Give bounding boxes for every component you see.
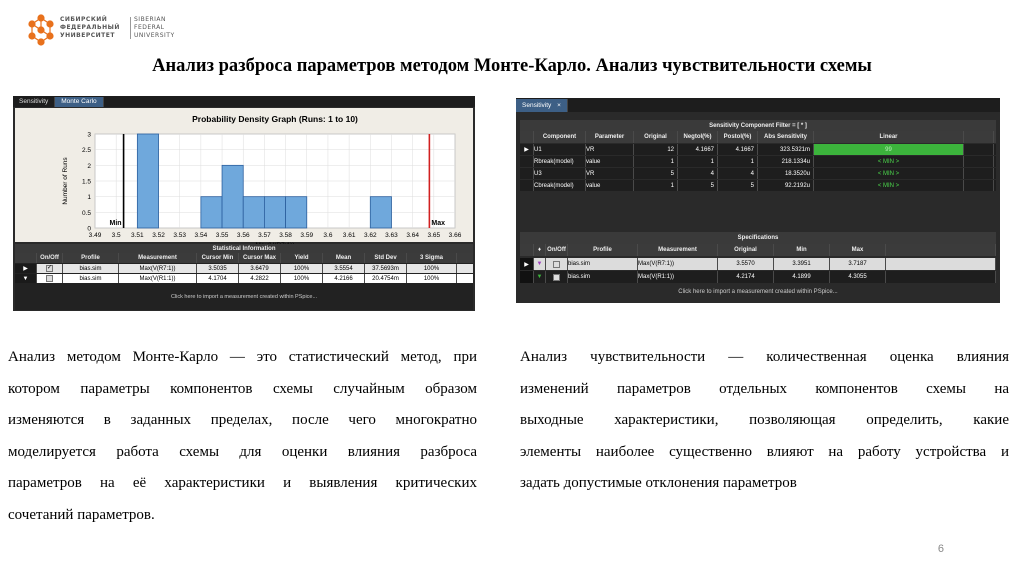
enable-checkbox[interactable] [46,275,53,282]
table-cell: 20.4754m [365,274,407,283]
histogram-bar [137,134,158,228]
linear-bar: 99 [814,144,964,155]
table-cell: U3 [534,168,586,179]
logo-divider [130,17,131,39]
column-header: Std Dev [365,253,407,263]
x-tick-label: 3.58 [279,232,292,239]
table-cell: 18.3520u [758,168,814,179]
x-tick-label: 3.52 [152,232,165,239]
column-header: Cursor Max [239,253,281,263]
slide-title: Анализ разброса параметров методом Монте-Карло. Анализ чувствительности схемы [152,56,872,76]
text-line: параметров на её характеристики и выявления критических [8,475,477,491]
table-cell [964,156,994,167]
sensitivity-tab-bar [516,98,1000,112]
table-cell: Max(V(R7:1)) [119,264,197,273]
x-tick-label: 3.54 [194,232,208,239]
table-cell [964,168,994,179]
column-header [520,131,534,143]
table-cell: 100% [407,274,457,283]
tab-sensitivity-active[interactable]: Sensitivity × [516,99,568,112]
cursor-max-label: Max [431,220,446,227]
enable-checkbox[interactable]: ✓ [47,265,53,271]
table-cell: 3.5554 [323,264,365,273]
university-logo [26,14,175,48]
histogram-bar [370,197,391,228]
enable-checkbox[interactable] [553,274,560,281]
diamond-icon: ♦ [534,244,546,256]
text-line: изменяются в заданных пределах, после чего многократно [8,412,477,428]
x-tick-label: 3.57 [258,232,271,239]
table-cell: 3.5570 [718,258,774,270]
column-header: Negtol(%) [678,131,718,143]
table-cell: bias.sim [63,264,119,273]
table-cell: 4.1704 [197,274,239,283]
sensitivity-window [516,98,1000,303]
sensitivity-filter-title: Sensitivity Component Filter = [ * ] [520,120,996,131]
table-cell: 1 [634,180,678,191]
histogram-bar [201,197,222,228]
table-cell: bias.sim [63,274,119,283]
cursor-min-label: Min [109,220,122,227]
table-cell: value [586,156,634,167]
table-cell: 3.5035 [197,264,239,273]
probability-density-plot [15,108,473,242]
table-cell: 5 [634,168,678,179]
x-tick-label: 3.61 [342,232,356,239]
enable-checkbox[interactable] [553,261,560,268]
table-cell [964,144,994,155]
table-cell: Cbreak(model) [534,180,586,191]
specifications-table [520,232,996,302]
import-measurement-hint-spec[interactable]: Click here to import a measurement created within PSpice... [678,289,838,295]
specifications-title: Specifications [520,232,996,244]
monte-carlo-window [13,96,475,311]
table-cell: 4.2822 [239,274,281,283]
text-line: элементы наиболее существенно влияют на работу устройства и [520,443,1009,460]
column-header [964,131,994,143]
table-row[interactable] [520,180,996,191]
linear-min-label: < MIN > [814,180,964,191]
logo-ru-text: СИБИРСКИЙ ФЕДЕРАЛЬНЫЙ УНИВЕРСИТЕТ [60,16,120,39]
histogram-bar [222,165,243,228]
column-header: Yield [281,253,323,263]
table-row[interactable] [15,264,473,273]
linear-min-label: < MIN > [814,156,964,167]
text-line: Анализ методом Монте-Карло — это статистический метод, при [8,349,477,365]
measurement-filter-icon: ▼ [534,258,546,270]
x-tick-label: 3.62 [363,232,377,239]
column-header: Parameter [586,131,634,143]
column-header: Profile [63,253,119,263]
column-header: Original [634,131,678,143]
text-line: выходные характеристики, позволяющая определить, какие [520,412,1009,428]
column-header [15,253,37,263]
column-header: Abs Sensitivity [758,131,814,143]
table-cell: 4.2166 [323,274,365,283]
table-cell: 1 [718,156,758,167]
table-cell: 4.3055 [830,271,886,283]
table-cell: 4 [718,168,758,179]
column-header: Component [534,131,586,143]
x-tick-label: 3.63 [385,232,398,239]
table-cell [37,264,63,273]
sensitivity-table [520,120,996,220]
tab-monte-carlo[interactable]: Monte Carlo [55,97,103,107]
column-header: Measurement [638,244,718,256]
x-tick-label: 3.5 [111,232,121,239]
x-tick-label: 3.59 [300,232,314,239]
text-line: задать допустимые отклонения параметров [520,475,797,491]
table-cell: 5 [718,180,758,191]
table-cell [964,180,994,191]
row-arrow-icon: ▶ [520,258,534,270]
logo-mark-icon [26,14,56,48]
table-row[interactable] [15,274,473,283]
table-cell: 100% [281,274,323,283]
table-cell: Max(V(R7:1)) [638,258,718,270]
table-cell: 5 [678,180,718,191]
sensitivity-header [520,131,996,143]
monte-carlo-tab-bar [13,96,475,107]
table-cell: 218.1334u [758,156,814,167]
import-measurement-hint[interactable]: Click here to import a measurement created within PSpice... [170,293,318,300]
column-header: Max [830,244,886,256]
row-filter-icon: ▼ [15,274,37,283]
table-cell: 323.5321m [758,144,814,155]
table-cell: 3.3951 [774,258,830,270]
table-cell: bias.sim [568,258,638,270]
table-cell: 1 [678,156,718,167]
table-cell: 100% [281,264,323,273]
table-cell [520,156,534,167]
table-cell: Max(V(R1:1)) [638,271,718,283]
table-cell: 4.1899 [774,271,830,283]
y-tick-label: 1 [87,194,91,202]
monte-carlo-description [8,342,477,531]
specifications-header [520,244,996,256]
column-header: Cursor Min [197,253,239,263]
y-tick-label: 3 [87,131,91,139]
column-header: Profile [568,244,638,256]
table-cell: 4.1667 [678,144,718,155]
table-cell: value [586,180,634,191]
table-cell: 92.2192u [758,180,814,191]
table-cell: 37.5693m [365,264,407,273]
table-cell: Max(V(R1:1)) [119,274,197,283]
table-cell: 4.1667 [718,144,758,155]
column-header [520,244,534,256]
x-tick-label: 3.51 [131,232,144,239]
logo-en-text: SIBERIAN FEDERAL UNIVERSITY [134,16,175,39]
y-tick-label: 0 [87,225,91,233]
column-header: 3 Sigma [407,253,457,263]
table-cell [546,258,568,270]
table-row[interactable] [520,271,996,283]
table-cell [520,168,534,179]
tab-sensitivity[interactable]: Sensitivity [13,97,55,107]
column-header: Measurement [119,253,197,263]
histogram-bar [264,197,285,228]
table-cell: 4.2174 [718,271,774,283]
y-tick-label: 1.5 [81,178,91,186]
column-header [886,244,996,256]
table-cell: 12 [634,144,678,155]
table-row[interactable] [520,144,996,155]
table-cell: bias.sim [568,271,638,283]
linear-min-label: < MIN > [814,168,964,179]
column-header: On/Off [37,253,63,263]
chart-title: Probability Density Graph (Runs: 1 to 10) [192,114,358,124]
table-cell: 3.6479 [239,264,281,273]
column-header: Original [718,244,774,256]
table-row[interactable] [520,258,996,270]
text-line: изменений параметров отдельных компонентов схемы на [520,380,1009,397]
close-tab-icon[interactable]: × [557,102,561,109]
table-cell: 1 [634,156,678,167]
table-cell [546,271,568,283]
x-tick-label: 3.66 [448,232,462,239]
text-line: моделируется работа схемы для оценки влияния разброса [8,443,477,460]
x-tick-label: 3.6 [323,232,333,239]
column-header: On/Off [546,244,568,256]
measurement-filter-icon: ▼ [534,271,546,283]
table-row[interactable] [520,156,996,167]
text-line: котором параметры компонентов схемы случайным образом [8,380,477,397]
table-cell: 100% [407,264,457,273]
histogram-bar [243,197,264,228]
column-header: Linear [814,131,964,143]
table-cell [520,180,534,191]
table-cell [520,271,534,283]
text-line: Анализ чувствительности — количественная оценка влияния [520,349,1009,365]
table-cell: 4 [678,168,718,179]
x-tick-label: 3.49 [88,232,102,239]
x-tick-label: 3.56 [236,232,250,239]
text-line: сочетаний параметров. [8,506,155,523]
x-tick-label: 3.55 [215,232,229,239]
column-header: Min [774,244,830,256]
statistical-info-table [15,244,473,310]
statistical-info-title: Statistical Information [15,244,473,253]
column-header: Mean [323,253,365,263]
y-tick-label: 2.5 [81,147,91,155]
table-cell [886,271,996,283]
table-cell: 3.7187 [830,258,886,270]
row-arrow-icon: ▶ [15,264,37,273]
histogram-chart [15,108,473,242]
y-axis-label: Number of Runs [62,157,69,205]
x-tick-label: 3.65 [427,232,441,239]
table-cell: VR [586,168,634,179]
table-row[interactable] [520,168,996,179]
statistical-info-header [15,253,473,263]
y-tick-label: 0.5 [81,209,91,217]
x-tick-label: 3.64 [406,232,419,239]
table-cell [886,258,996,270]
page-number: 6 [937,543,944,555]
column-header: Postol(%) [718,131,758,143]
histogram-bar [286,197,307,228]
table-cell: U1 [534,144,586,155]
row-arrow-icon: ▶ [520,144,534,155]
x-tick-label: 3.53 [173,232,187,239]
table-cell: VR [586,144,634,155]
table-cell [37,274,63,283]
table-cell: Rbreak(model) [534,156,586,167]
sensitivity-description [520,342,1009,500]
y-tick-label: 2 [87,162,91,170]
